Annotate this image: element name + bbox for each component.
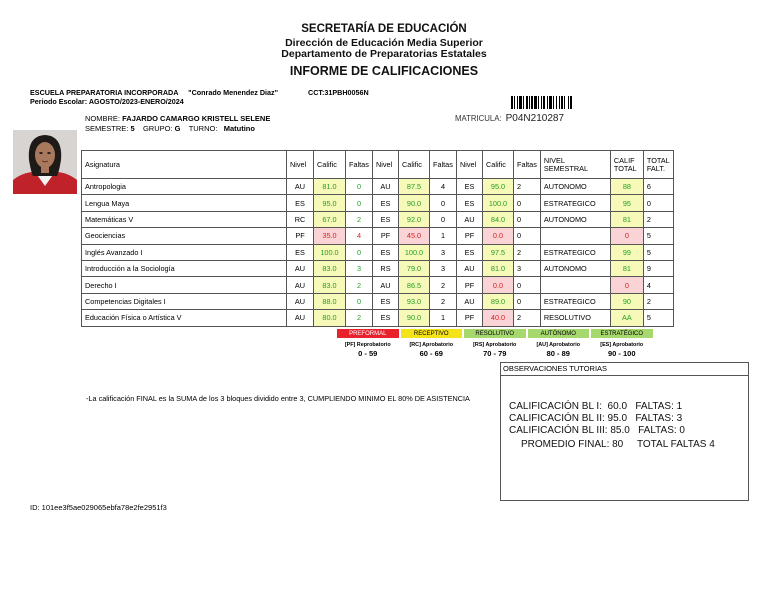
table-header-cell: Nivel — [457, 151, 483, 179]
barcode — [511, 96, 597, 109]
absence-cell: 0 — [514, 277, 541, 293]
grade-cell: 88.0 — [314, 293, 346, 309]
matricula-line — [455, 113, 564, 124]
table-header-cell: Asignatura — [82, 151, 287, 179]
grade-cell: 90.0 — [399, 195, 430, 211]
grade-cell: 95.0 — [314, 195, 346, 211]
semester-level-cell: AUTONOMO — [540, 179, 610, 195]
level-cell: AU — [287, 179, 314, 195]
grade-cell: 83.0 — [314, 260, 346, 276]
school-label: ESCUELA PREPARATORIA INCORPORADA — [30, 88, 179, 97]
absence-cell: 2 — [514, 179, 541, 195]
header-direccion: Dirección de Educación Media Superior — [285, 37, 483, 49]
absence-cell: 2 — [430, 293, 457, 309]
block2-summary: CALIFICACIÓN BL II: 95.0 FALTAS: 3 — [509, 413, 683, 424]
legend-level-label: [ES] Aprobatorio — [600, 342, 644, 348]
grade-cell: 92.0 — [399, 211, 430, 227]
total-grade-cell: 90 — [610, 293, 643, 309]
absence-cell: 1 — [430, 310, 457, 326]
legend-level-name: RECEPTIVO — [400, 328, 464, 339]
table-header-cell: Calific — [483, 151, 514, 179]
level-cell: ES — [373, 310, 399, 326]
table-header-cell: Calific — [399, 151, 430, 179]
grade-cell: 100.0 — [399, 244, 430, 260]
absence-cell: 3 — [430, 244, 457, 260]
shift-value: Matutino — [223, 124, 255, 133]
absence-cell: 0 — [514, 293, 541, 309]
total-grade-cell: 0 — [610, 277, 643, 293]
level-cell: PF — [373, 228, 399, 244]
subject-cell: Antropologia — [82, 179, 287, 195]
semester-label: SEMESTRE: — [85, 124, 129, 133]
absence-cell: 4 — [346, 228, 373, 244]
table-row — [82, 179, 674, 195]
semester-level-cell: AUTONOMO — [540, 260, 610, 276]
report-title: INFORME DE CALIFICACIONES — [289, 64, 479, 78]
absence-cell: 3 — [514, 260, 541, 276]
subject-cell: Competencias Digitales I — [82, 293, 287, 309]
level-cell: ES — [457, 244, 483, 260]
subject-cell: Derecho I — [82, 277, 287, 293]
subject-cell: Lengua Maya — [82, 195, 287, 211]
total-absence-cell: 5 — [643, 228, 673, 244]
subject-cell: Geociencias — [82, 228, 287, 244]
absence-cell: 3 — [346, 260, 373, 276]
grade-cell: 89.0 — [483, 293, 514, 309]
legend-level-range: 90 - 100 — [607, 349, 636, 358]
subject-cell: Educación Física o Artística V — [82, 310, 287, 326]
legend-item — [527, 328, 591, 358]
semester-level-cell: RESOLUTIVO — [540, 310, 610, 326]
level-cell: AU — [457, 260, 483, 276]
school-name: "Conrado Menendez Diaz" — [188, 88, 279, 97]
table-row — [82, 244, 674, 260]
legend-item — [336, 328, 400, 358]
level-cell: RS — [373, 260, 399, 276]
grade-legend — [336, 328, 654, 358]
table-header-cell: Faltas — [346, 151, 373, 179]
legend-level-range: 60 - 69 — [419, 349, 443, 358]
table-header-cell: NIVEL SEMESTRAL — [540, 151, 610, 179]
level-cell: ES — [287, 244, 314, 260]
semester-level-cell: ESTRATEGICO — [540, 195, 610, 211]
legend-level-label: [AU] Aprobatorio — [536, 342, 581, 348]
student-semester-line — [85, 124, 255, 133]
legend-level-range: 80 - 89 — [546, 349, 570, 358]
absence-cell: 2 — [346, 211, 373, 227]
legend-level-label: [RS] Aprobatorio — [473, 342, 517, 348]
level-cell: AU — [287, 260, 314, 276]
absence-cell: 3 — [430, 260, 457, 276]
level-cell: ES — [287, 195, 314, 211]
level-cell: ES — [457, 195, 483, 211]
table-header-cell: Nivel — [373, 151, 399, 179]
total-grade-cell: 81 — [610, 260, 643, 276]
total-absence-cell: 2 — [643, 211, 673, 227]
block3-summary: CALIFICACIÓN BL III: 85.0 FALTAS: 0 — [509, 425, 685, 436]
legend-item — [590, 328, 654, 358]
absence-cell: 2 — [514, 244, 541, 260]
level-cell: PF — [457, 310, 483, 326]
total-absence-cell: 2 — [643, 293, 673, 309]
table-row — [82, 211, 674, 227]
table-header-cell: Faltas — [514, 151, 541, 179]
total-grade-cell: 81 — [610, 211, 643, 227]
grade-cell: 79.0 — [399, 260, 430, 276]
grade-cell: 87.5 — [399, 179, 430, 195]
absence-cell: 0 — [346, 244, 373, 260]
legend-level-range: 0 - 59 — [358, 349, 378, 358]
grades-table — [81, 150, 674, 327]
table-header-cell: CALIF TOTAL — [610, 151, 643, 179]
level-cell: AU — [457, 293, 483, 309]
grade-cell: 100.0 — [314, 244, 346, 260]
grade-cell: 35.0 — [314, 228, 346, 244]
observations-box — [500, 362, 749, 501]
absence-cell: 0 — [430, 195, 457, 211]
total-absence-cell: 0 — [643, 195, 673, 211]
grade-cell: 45.0 — [399, 228, 430, 244]
level-cell: AU — [287, 310, 314, 326]
table-header-row — [82, 151, 674, 179]
level-cell: ES — [373, 195, 399, 211]
legend-level-name: RESOLUTIVO — [463, 328, 527, 339]
absence-cell: 2 — [514, 310, 541, 326]
total-absence-cell: 5 — [643, 310, 673, 326]
observations-title: OBSERVACIONES TUTORIAS — [501, 363, 748, 376]
table-row — [82, 195, 674, 211]
header-secretaria: SECRETARÍA DE EDUCACIÓN — [301, 23, 467, 35]
level-cell: RC — [287, 211, 314, 227]
total-grade-cell: 95 — [610, 195, 643, 211]
table-header-cell: Nivel — [287, 151, 314, 179]
total-grade-cell: 0 — [610, 228, 643, 244]
block1-summary: CALIFICACIÓN BL I: 60.0 FALTAS: 1 — [509, 401, 683, 412]
semester-level-cell — [540, 228, 610, 244]
name-label: NOMBRE: — [85, 114, 121, 123]
absence-cell: 4 — [430, 179, 457, 195]
school-line — [30, 88, 369, 97]
matricula-label: MATRICULA: — [455, 114, 502, 123]
table-header-cell: TOTAL FALT. — [643, 151, 673, 179]
grade-cell: 90.0 — [399, 310, 430, 326]
table-row — [82, 260, 674, 276]
semester-level-cell: AUTONOMO — [540, 211, 610, 227]
level-cell: AU — [287, 293, 314, 309]
level-cell: ES — [373, 293, 399, 309]
level-cell: PF — [457, 228, 483, 244]
level-cell: AU — [373, 179, 399, 195]
semester-level-cell — [540, 277, 610, 293]
legend-level-label: [RC] Aprobatorio — [409, 342, 454, 348]
semester-level-cell: ESTRATEGICO — [540, 293, 610, 309]
level-cell: AU — [373, 277, 399, 293]
legend-level-name: AUTÓNOMO — [527, 328, 591, 339]
level-cell: ES — [373, 211, 399, 227]
absence-cell: 0 — [430, 211, 457, 227]
grade-cell: 97.5 — [483, 244, 514, 260]
grade-cell: 0.0 — [483, 277, 514, 293]
total-grade-cell: AA — [610, 310, 643, 326]
final-grade-note: -La calificación FINAL es la SUMA de los 3 bloques dividido entre 3, CUMPLIENDO MINIMO EL 80% DE ASISTENCIA — [86, 394, 470, 403]
student-photo — [13, 130, 77, 194]
grade-cell: 80.0 — [314, 310, 346, 326]
student-name: FAJARDO CAMARGO KRISTELL SELENE — [122, 114, 271, 123]
absence-cell: 2 — [430, 277, 457, 293]
legend-item — [463, 328, 527, 358]
grade-cell: 86.5 — [399, 277, 430, 293]
legend-level-name: ESTRATÉGICO — [590, 328, 654, 339]
table-row — [82, 293, 674, 309]
absence-cell: 2 — [346, 277, 373, 293]
grade-cell: 67.0 — [314, 211, 346, 227]
level-cell: AU — [287, 277, 314, 293]
semester-value: 5 — [130, 124, 135, 133]
absence-cell: 0 — [346, 179, 373, 195]
matricula-value: P04N210287 — [505, 113, 565, 124]
level-cell: ES — [457, 179, 483, 195]
legend-level-range: 70 - 79 — [483, 349, 507, 358]
absence-cell: 2 — [346, 310, 373, 326]
total-grade-cell: 88 — [610, 179, 643, 195]
table-header-cell: Faltas — [430, 151, 457, 179]
semester-level-cell: ESTRATEGICO — [540, 244, 610, 260]
grade-cell: 40.0 — [483, 310, 514, 326]
subject-cell: Introducción a la Sociología — [82, 260, 287, 276]
level-cell: AU — [457, 211, 483, 227]
grade-cell: 95.0 — [483, 179, 514, 195]
final-summary: PROMEDIO FINAL: 80 TOTAL FALTAS 4 — [521, 439, 715, 450]
grade-cell: 83.0 — [314, 277, 346, 293]
level-cell: PF — [287, 228, 314, 244]
total-grade-cell: 99 — [610, 244, 643, 260]
document-id: ID: 101ee3f5ae029065ebfa78e2fe2951f3 — [30, 503, 167, 512]
student-name-line — [85, 114, 270, 123]
legend-level-name: PREFORMAL — [336, 328, 400, 339]
header-departamento: Departamento de Preparatorias Estatales — [281, 48, 487, 60]
absence-cell: 0 — [346, 293, 373, 309]
legend-level-label: [PF] Reprobatorio — [344, 342, 391, 348]
absence-cell: 0 — [514, 195, 541, 211]
level-cell: ES — [373, 244, 399, 260]
grade-cell: 84.0 — [483, 211, 514, 227]
total-absence-cell: 4 — [643, 277, 673, 293]
shift-label: TURNO: — [188, 124, 218, 133]
subject-cell: Inglés Avanzado I — [82, 244, 287, 260]
level-cell: PF — [457, 277, 483, 293]
total-absence-cell: 6 — [643, 179, 673, 195]
group-value: G — [174, 124, 181, 133]
school-cct: CCT:31PBH0056N — [308, 88, 369, 97]
grade-cell: 81.0 — [483, 260, 514, 276]
table-row — [82, 310, 674, 326]
total-absence-cell: 9 — [643, 260, 673, 276]
grade-cell: 81.0 — [314, 179, 346, 195]
absence-cell: 0 — [514, 228, 541, 244]
table-row — [82, 228, 674, 244]
absence-cell: 0 — [514, 211, 541, 227]
total-absence-cell: 5 — [643, 244, 673, 260]
grade-cell: 100.0 — [483, 195, 514, 211]
group-label: GRUPO: — [142, 124, 173, 133]
grade-cell: 0.0 — [483, 228, 514, 244]
absence-cell: 1 — [430, 228, 457, 244]
grade-cell: 93.0 — [399, 293, 430, 309]
absence-cell: 0 — [346, 195, 373, 211]
school-period: Periodo Escolar: AGOSTO/2023-ENERO/2024 — [30, 97, 184, 106]
table-header-cell: Calific — [314, 151, 346, 179]
legend-item — [400, 328, 464, 358]
subject-cell: Matemáticas V — [82, 211, 287, 227]
table-row — [82, 277, 674, 293]
